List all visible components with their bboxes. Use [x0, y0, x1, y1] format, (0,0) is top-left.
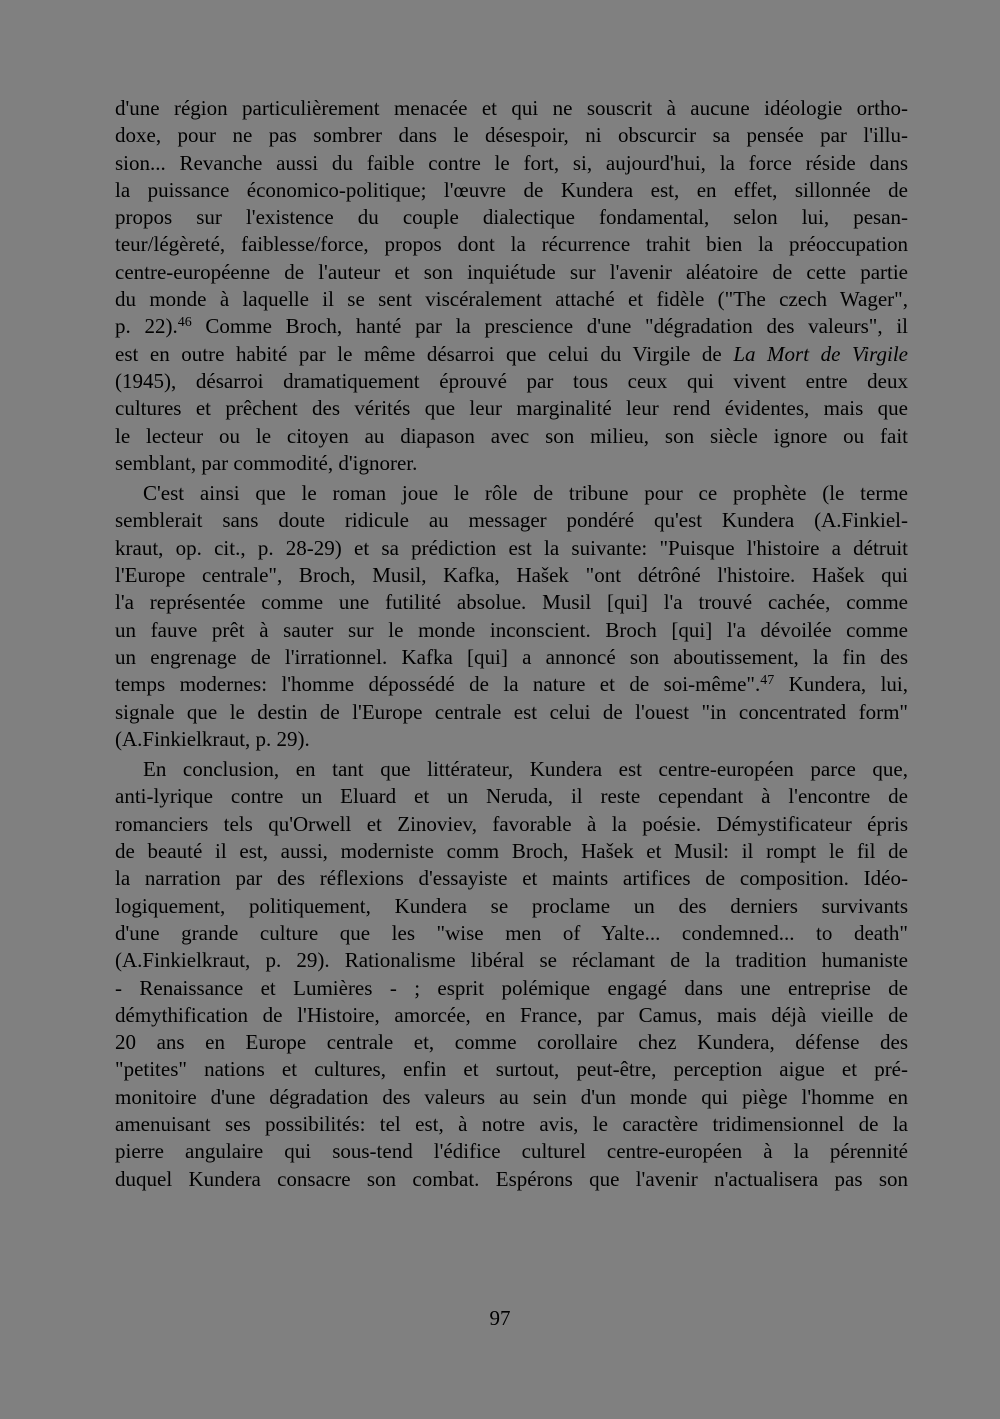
text-line: (1945), désarroi dramatiquement éprouvé par tous ceux qui vivent entre deux	[115, 368, 908, 393]
text-segment: temps modernes: l'homme dépossédé de la nature et de soi-même".	[115, 672, 761, 697]
text-line	[115, 341, 908, 368]
text-line	[115, 671, 908, 698]
text-line: d'une région particulièrement menacée et qui ne souscrit à aucune idéologie ortho-	[115, 96, 908, 120]
text-line: kraut, op. cit., p. 28-29) et sa prédiction est la suivante: "Puisque l'histoire a détruit	[115, 535, 908, 560]
text-line: un fauve prêt à sauter sur le monde inconscient. Broch [qui] l'a dévoilée comme	[115, 617, 908, 642]
text-line: anti-lyrique contre un Eluard et un Neruda, il reste cependant à l'encontre de	[115, 784, 908, 809]
text-line: la narration par des réflexions d'essayiste et maints artifices de composition. Idéo-	[115, 866, 908, 891]
text-segment: est en outre habité par le même désarroi que celui du Virgile de	[115, 341, 734, 366]
text-line: l'a représentée comme une futilité absolue. Musil [qui] l'a trouvé cachée, comme	[115, 590, 908, 615]
text-line: amenuisant ses possibilités: tel est, à notre avis, le caractère tridimensionnel de la	[115, 1111, 908, 1136]
text-line: - Renaissance et Lumières - ; esprit polémique engagé dans une entreprise de	[115, 975, 908, 1000]
text-segment: Kundera, lui,	[774, 672, 908, 697]
text-line: semblerait sans doute ridicule au messager pondéré qu'est Kundera (A.Finkiel-	[115, 508, 908, 533]
text-line: de beauté il est, aussi, moderniste comm Broch, Hašek et Musil: il rompt le fil de	[115, 839, 908, 864]
footnote-reference: 47	[760, 673, 775, 689]
paragraph	[115, 95, 908, 477]
text-line: 20 ans en Europe centrale et, comme corollaire chez Kundera, défense des	[115, 1030, 908, 1055]
text-line: teur/légèreté, faiblesse/force, propos dont la récurrence trahit bien la préoccupation	[115, 232, 908, 257]
text-line: C'est ainsi que le roman joue le rôle de tribune pour ce prophète (le terme	[143, 481, 908, 506]
text-line	[115, 313, 908, 340]
text-line: l'Europe centrale", Broch, Musil, Kafka, Hašek "ont détrôné l'histoire. Hašek qui	[115, 563, 908, 588]
text-segment: p. 22).	[115, 314, 178, 339]
text-line: romanciers tels qu'Orwell et Zinoviev, favorable à la poésie. Démystificateur épris	[115, 811, 908, 836]
text-line: d'une grande culture que les "wise men of Yalte... condemned... to death"	[115, 920, 908, 945]
text-line: propos sur l'existence du couple dialectique fondamental, selon lui, pesan-	[115, 205, 908, 230]
text-line: (A.Finkielkraut, p. 29). Rationalisme libéral se réclamant de la tradition humaniste	[115, 948, 908, 973]
text-line: monitoire d'une dégradation des valeurs au sein d'un monde qui piège l'homme en	[115, 1084, 908, 1109]
paragraph	[115, 480, 908, 753]
text-line: cultures et prêchent des vérités que leur marginalité leur rend évidentes, mais que	[115, 396, 908, 421]
body-text	[115, 95, 908, 1193]
text-line: le lecteur ou le citoyen au diapason avec son milieu, son siècle ignore ou fait	[115, 423, 908, 448]
text-line: semblant, par commodité, d'ignorer.	[115, 450, 418, 475]
text-line: logiquement, politiquement, Kundera se proclame un des derniers survivants	[115, 893, 908, 918]
text-line: la puissance économico-politique; l'œuvre de Kundera est, en effet, sillonnée de	[115, 177, 908, 202]
text-line: un engrenage de l'irrationnel. Kafka [qui] a annoncé son aboutissement, la fin des	[115, 644, 908, 669]
text-line: sion... Revanche aussi du faible contre le fort, si, aujourd'hui, la force réside dans	[115, 150, 908, 175]
paragraph	[115, 756, 908, 1193]
text-line: du monde à laquelle il se sent viscéralement attaché et fidèle ("The czech Wager",	[115, 287, 908, 312]
page-number: 97	[489, 1306, 511, 1330]
text-line: centre-européenne de l'auteur et son inquiétude sur l'avenir aléatoire de cette partie	[115, 259, 908, 284]
text-line: doxe, pour ne pas sombrer dans le désespoir, ni obscurcir sa pensée par l'illu-	[115, 123, 908, 148]
text-line: duquel Kundera consacre son combat. Espérons que l'avenir n'actualisera pas son	[115, 1166, 908, 1191]
text-line: pierre angulaire qui sous-tend l'édifice culturel centre-européen à la pérennité	[115, 1139, 908, 1164]
text-line: En conclusion, en tant que littérateur, Kundera est centre-européen parce que,	[143, 757, 908, 782]
text-segment: Comme Broch, hanté par la prescience d'une "dégradation des valeurs", il	[191, 314, 908, 339]
text-line: "petites" nations et cultures, enfin et surtout, peut-être, perception aigue et pré-	[115, 1057, 908, 1082]
book-title: La Mort de Virgile	[733, 341, 908, 366]
text-line: signale que le destin de l'Europe centrale est celui de l'ouest "in concentrated form"	[115, 699, 908, 724]
footnote-reference: 46	[177, 315, 192, 331]
text-line: (A.Finkielkraut, p. 29).	[115, 726, 310, 751]
text-line: démythification de l'Histoire, amorcée, en France, par Camus, mais déjà vieille de	[115, 1002, 908, 1027]
